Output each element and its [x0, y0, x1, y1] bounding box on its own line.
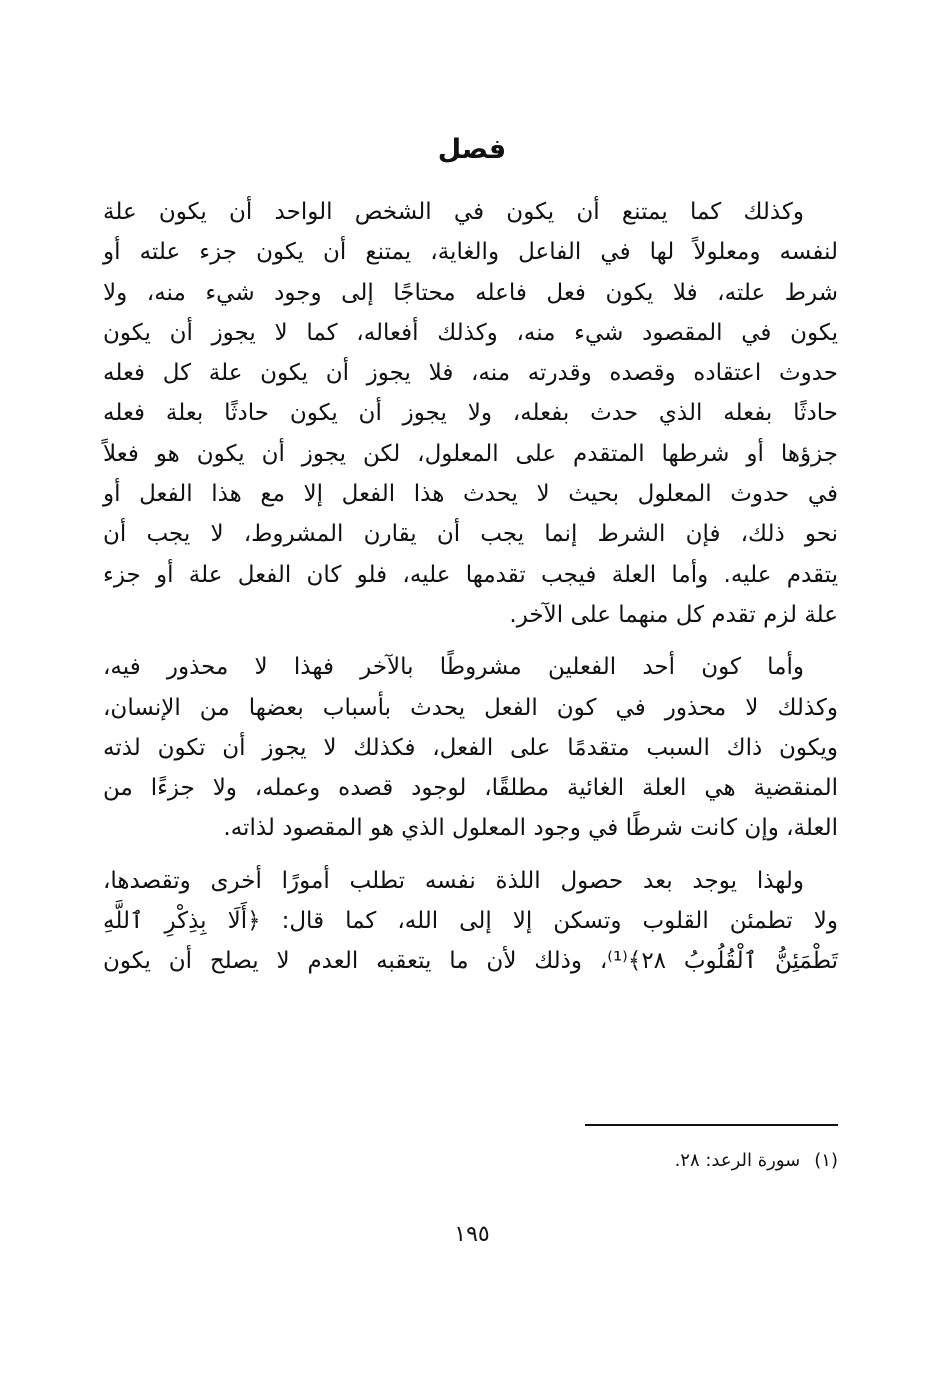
text-line: ولهذا يوجد بعد حصول اللذة نفسه تطلب أمورًا أخرى وتقصدها،: [103, 867, 804, 894]
text-line: وكذلك كما يمتنع أن يكون في الشخص الواحد أن يكون علة: [103, 199, 804, 225]
section-title: فصل: [437, 134, 507, 165]
text-line: وأما كون أحد الفعلين مشروطًا بالآخر فهذا لا محذور فيه،: [103, 654, 804, 681]
footnote: [675, 1150, 838, 1171]
text-line: شرط علته، فلا يكون فعل فاعله محتاجًا إلى وجود شيء منه، ولا: [103, 279, 838, 306]
page-number: ١٩٥: [454, 1222, 490, 1247]
text-line: ولا تطمئن القلوب وتسكن إلا إلى الله، كما قال: ﴿أَلَا بِذِكْرِ ٱللَّهِ: [103, 908, 838, 935]
text-line: علة لزم تقدم كل منهما على الآخر.: [509, 601, 838, 628]
text-line: نحو ذلك، فإن الشرط إنما يجب أن يقارن المشروط، لا يجب أن: [103, 521, 838, 548]
text-line: يكون في المقصود شيء منه، وكذلك أفعاله، كما لا يجوز أن يكون: [103, 319, 838, 346]
paragraph-3: [103, 861, 838, 982]
text-line: حدوث اعتقاده وقصده وقدرته منه، فلا يجوز أن يكون علة كل فعله: [103, 360, 838, 387]
footnote-text: سورة الرعد: ٢٨.: [674, 1150, 801, 1171]
paragraph-1: [103, 192, 838, 635]
text-line: وكذلك لا محذور في كون الفعل يحدث بأسباب بعضها من الإنسان،: [103, 694, 838, 721]
paragraph-2: [103, 647, 838, 848]
text-line: يتقدم عليه. وأما العلة فيجب تقدمها عليه، فلو كان الفعل علة أو جزء: [103, 561, 838, 588]
body-text: [103, 192, 838, 982]
footnote-separator: [585, 1124, 838, 1126]
footnote-marker: (١): [814, 1150, 838, 1171]
text-line: في حدوث المعلول بحيث لا يحدث هذا الفعل إلا مع هذا الفعل أو: [103, 481, 838, 508]
text-line: جزؤها أو شرطها المتقدم على المعلول، لكن يجوز أن يكون هو فعلاً: [103, 440, 838, 467]
text-line: ويكون ذاك السبب متقدمًا على الفعل، فكذلك لا يجوز أن تكون لذته: [103, 734, 838, 761]
text-line: المنقضية هي العلة الغائية مطلقًا، لوجود قصده وعمله، ولا جزءًا من: [103, 775, 838, 802]
text-line: حادثًا بفعله الذي حدث بفعله، ولا يجوز أن يكون حادثًا بعلة فعله: [103, 400, 838, 427]
text-line: تَطْمَئِنُّ ٱلْقُلُوبُ ٢٨﴾⁽¹⁾، وذلك لأن ما يتعقبه العدم لا يصلح أن يكون: [103, 948, 838, 975]
text-line: العلة، وإن كانت شرطًا في وجود المعلول الذي هو المقصود لذاته.: [223, 815, 838, 842]
text-line: لنفسه ومعلولاً لها في الفاعل والغاية، يمتنع أن يكون جزء علته أو: [103, 239, 838, 266]
